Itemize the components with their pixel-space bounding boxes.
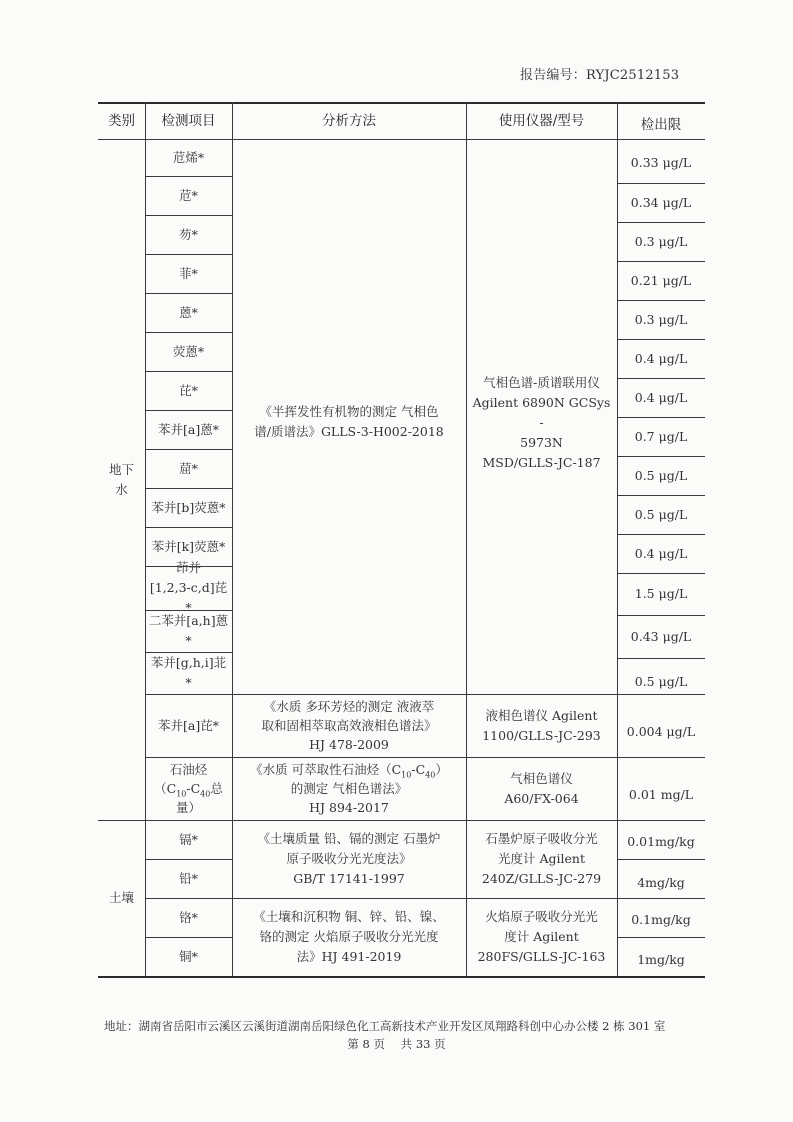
category-soil: 土壤 [108,890,134,905]
instrument-line: 气相色谱仪 [510,770,573,786]
limit-value: 0.33 μg/L [630,155,692,170]
category-line: 地下 [108,461,134,477]
method-cell [232,757,466,820]
item-name [145,652,232,694]
item-name: 苯并[b]荧蒽* [151,499,226,515]
instrument-line: 280FS/GLLS-JC-163 [477,949,606,964]
instrument-line: 液相色谱仪 Agilent [485,707,598,723]
item-name: 铅* [179,870,198,886]
method-line: 的测定 气相色谱法》 [290,781,408,796]
item-name: 铬* [179,909,198,925]
page-total: 共 33 页 [400,1037,446,1051]
instrument-line: 光度计 Agilent [498,851,585,866]
column-header-instrument: 使用仪器/型号 [498,112,585,129]
limit-value: 0.4 μg/L [634,389,688,405]
instrument-cell [466,757,617,820]
limit-value: 0.01mg/kg [627,833,695,849]
instrument-line: 石墨炉原子吸收分光 [485,831,598,846]
item-name: 苯并[a]蒽* [158,421,219,437]
limit-value: 0.004 μg/L [626,723,696,739]
column-header-item: 检测项目 [161,112,216,129]
method-line: GB/T 17141-1997 [293,871,405,886]
limit-value: 0.01 mg/L [628,786,694,802]
limit-value: 0.34 μg/L [630,194,692,210]
limit-value: 1mg/kg [637,952,685,967]
text-fragment: 《水质 可萃取性石油烃（C [250,762,402,777]
limit-value: 0.5 μg/L [634,674,688,689]
method-line: 《土壤质量 铅、镉的测定 石墨炉 [257,831,441,846]
text-fragment: -C [411,762,426,777]
item-name-line: 石油烃 [169,762,208,777]
limit-value: 0.5 μg/L [634,506,688,522]
item-name: 蒽* [179,304,198,320]
limit-divider [617,937,705,938]
page-current: 第 8 页 [347,1037,386,1051]
item-name: 荧蒽* [172,343,205,359]
item-name: 苊* [179,187,198,203]
text-fragment: -C [186,781,201,796]
text-fragment: ） [435,762,448,777]
instrument-line: 1100/GLLS-JC-293 [482,727,601,743]
instrument-cell [466,375,617,470]
limit-value: 0.4 μg/L [634,350,688,366]
item-name-line: 二苯并[a,h]蒽 [148,613,229,628]
instrument-line: 240Z/GLLS-JC-279 [481,871,602,886]
limit-value: 4mg/kg [637,875,685,890]
limit-value: 1.5 μg/L [634,586,688,601]
item-name-line: 苯并[g,h,i]苝 [150,655,227,670]
method-cell [232,392,466,452]
method-line: HJ 478-2009 [309,737,389,752]
limit-value: 0.7 μg/L [634,428,688,444]
method-line: 法》HJ 491-2019 [296,949,402,964]
limit-value: 0.43 μg/L [630,628,692,644]
method-line: 取和固相萃取高效液相色谱法》 [261,718,437,733]
item-name: 苯并[k]荧蒽* [151,538,226,554]
table-bottom-border [98,976,705,978]
item-name [145,757,232,820]
limit-value: 0.3 μg/L [634,233,688,249]
method-cell [232,694,466,757]
limit-value: 0.1mg/kg [631,911,691,927]
item-name: 苊烯* [172,149,205,165]
limit-value: 0.3 μg/L [634,311,688,327]
instrument-line: Agilent 6890N GCSys - [472,395,611,430]
item-name-line [154,779,223,798]
item-name-line: * [185,675,192,690]
item-name-line: 量） [175,800,201,815]
subscript: 10 [176,789,187,799]
page-indicator [0,1036,793,1052]
item-name: 铜* [179,948,198,964]
method-line: 铬的测定 火焰原子吸收分光光度 [259,929,439,944]
category-line: 水 [115,481,128,497]
method-cell [232,898,466,976]
instrument-cell [466,694,617,757]
item-name: 菲* [179,265,198,281]
item-name: 䓛* [179,460,198,476]
instrument-line: 火焰原子吸收分光光 [485,909,598,924]
item-name: 镉* [179,831,198,847]
column-header-category: 类别 [108,112,135,129]
instrument-line: 5973N [520,435,563,450]
instrument-cell [466,820,617,898]
subscript: 40 [425,770,436,780]
instrument-line: 度计 Agilent [504,929,579,944]
footer-address: 地址：湖南省岳阳市云溪区云溪街道湖南岳阳绿色化工高新技术产业开发区凤翔路科创中心办公楼 2 栋 301 室 [104,1019,666,1033]
category-groundwater [98,139,145,820]
method-line: 《土壤和沉积物 铜、锌、铅、镍、 [253,909,445,924]
method-line: 《半挥发性有机物的测定 气相色 [259,404,439,419]
column-header-limit: 检出限 [640,116,682,133]
method-line: 《水质 多环芳烃的测定 液液萃 [263,699,435,714]
instrument-cell [466,898,617,976]
instrument-line: MSD/GLLS-JC-187 [482,455,601,470]
item-name-line: * [185,633,192,648]
text-fragment: （C [154,781,177,796]
item-name: 苯并[a]芘* [158,717,219,733]
method-line [250,760,448,779]
instrument-line: 气相色谱-质谱联用仪 [483,375,600,390]
text-fragment: 总 [210,781,223,796]
item-name-line: 茚并 [175,560,201,575]
item-name: 芘* [179,382,198,398]
item-name: 芴* [179,226,198,242]
column-header-method: 分析方法 [322,112,376,129]
method-cell [232,820,466,898]
subscript: 40 [200,789,211,799]
method-line: HJ 894-2017 [309,800,389,815]
limit-divider [617,859,705,860]
item-name-line: [1,2,3-c,d]芘* [149,580,228,615]
limit-value: 0.4 μg/L [634,545,688,561]
limit-value: 0.5 μg/L [634,467,688,483]
item-name [145,560,232,615]
instrument-line: A60/FX-064 [504,790,579,806]
item-name [145,610,232,652]
subscript: 10 [401,770,412,780]
method-line: 谱/质谱法》GLLS-3-H002-2018 [254,424,444,439]
limit-value: 0.21 μg/L [630,272,692,288]
method-line: 原子吸收分光光度法》 [286,851,412,866]
report-number: 报告编号：RYJC2512153 [520,68,680,83]
